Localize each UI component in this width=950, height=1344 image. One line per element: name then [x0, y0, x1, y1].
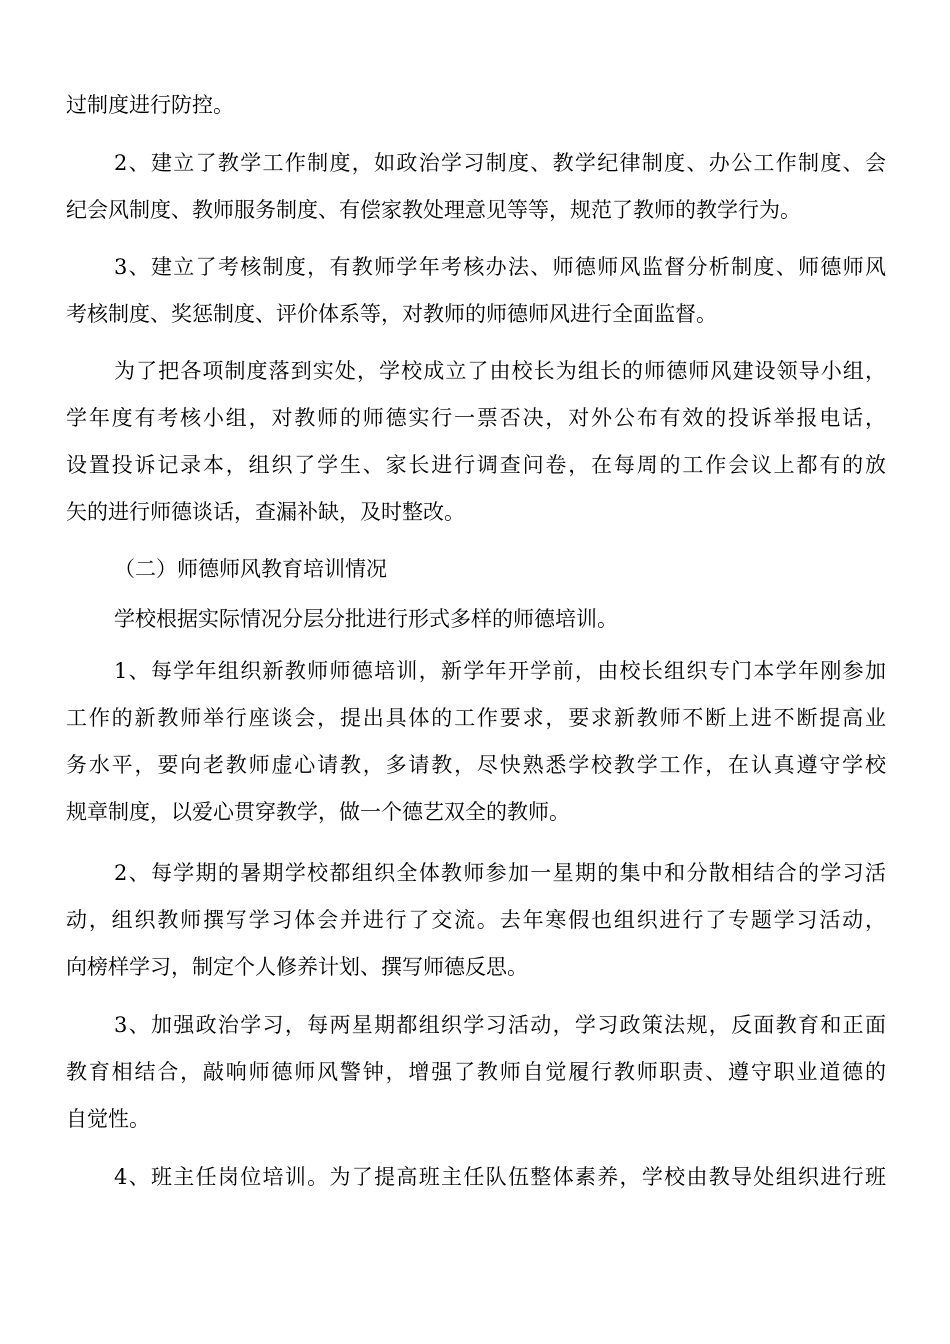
text-line: 规章制度，以爱心贯穿教学，做一个德艺双全的教师。: [66, 800, 570, 824]
text-line: 务水平，要向老教师虚心请教，多请教，尽快熟悉学校教学工作，在认真遵守学校: [66, 753, 886, 777]
text-line: 2、建立了教学工作制度，如政治学习制度、教学纪律制度、办公工作制度、会: [114, 151, 886, 175]
text-line: 2、每学期的暑期学校都组织全体教师参加一星期的集中和分散相结合的学习活: [114, 861, 886, 885]
text-line: 动，组织教师撰写学习体会并进行了交流。去年寒假也组织进行了专题学习活动，: [66, 908, 886, 932]
text-line: 过制度进行防控。: [66, 93, 234, 117]
text-line: 向榜样学习，制定个人修养计划、撰写师德反思。: [66, 955, 528, 979]
text-line: 1、每学年组织新教师师德培训，新学年开学前，由校长组织专门本学年刚参加: [114, 659, 886, 683]
text-line: 3、加强政治学习，每两星期都组织学习活动，学习政策法规，反面教育和正面: [114, 1013, 886, 1037]
text-line: 设置投诉记录本，组织了学生、家长进行调查问卷，在每周的工作会议上都有的放: [66, 453, 886, 477]
text-line: 学年度有考核小组，对教师的师德实行一票否决，对外公布有效的投诉举报电话，: [66, 406, 886, 430]
text-line: 为了把各项制度落到实处，学校成立了由校长为组长的师德师风建设领导小组，: [114, 359, 886, 383]
text-line: 教育相结合，敲响师德师风警钟，增强了教师自觉履行教师职责、遵守职业道德的: [66, 1060, 886, 1084]
section-heading: （二）师德师风教育培训情况: [114, 557, 387, 581]
text-line: 工作的新教师举行座谈会，提出具体的工作要求，要求新教师不断上进不断提高业: [66, 706, 886, 730]
text-line: 矢的进行师德谈话，查漏补缺，及时整改。: [66, 500, 465, 524]
text-line: 自觉性。: [66, 1107, 150, 1131]
text-line: 3、建立了考核制度，有教师学年考核办法、师德师风监督分析制度、师德师风: [114, 255, 886, 279]
text-line: 考核制度、奖惩制度、评价体系等，对教师的师德师风进行全面监督。: [66, 302, 717, 326]
text-line: 纪会风制度、教师服务制度、有偿家教处理意见等等，规范了教师的教学行为。: [66, 198, 801, 222]
text-line: 学校根据实际情况分层分批进行形式多样的师德培训。: [114, 607, 618, 631]
text-line: 4、班主任岗位培训。为了提高班主任队伍整体素养，学校由教导处组织进行班: [114, 1165, 886, 1189]
